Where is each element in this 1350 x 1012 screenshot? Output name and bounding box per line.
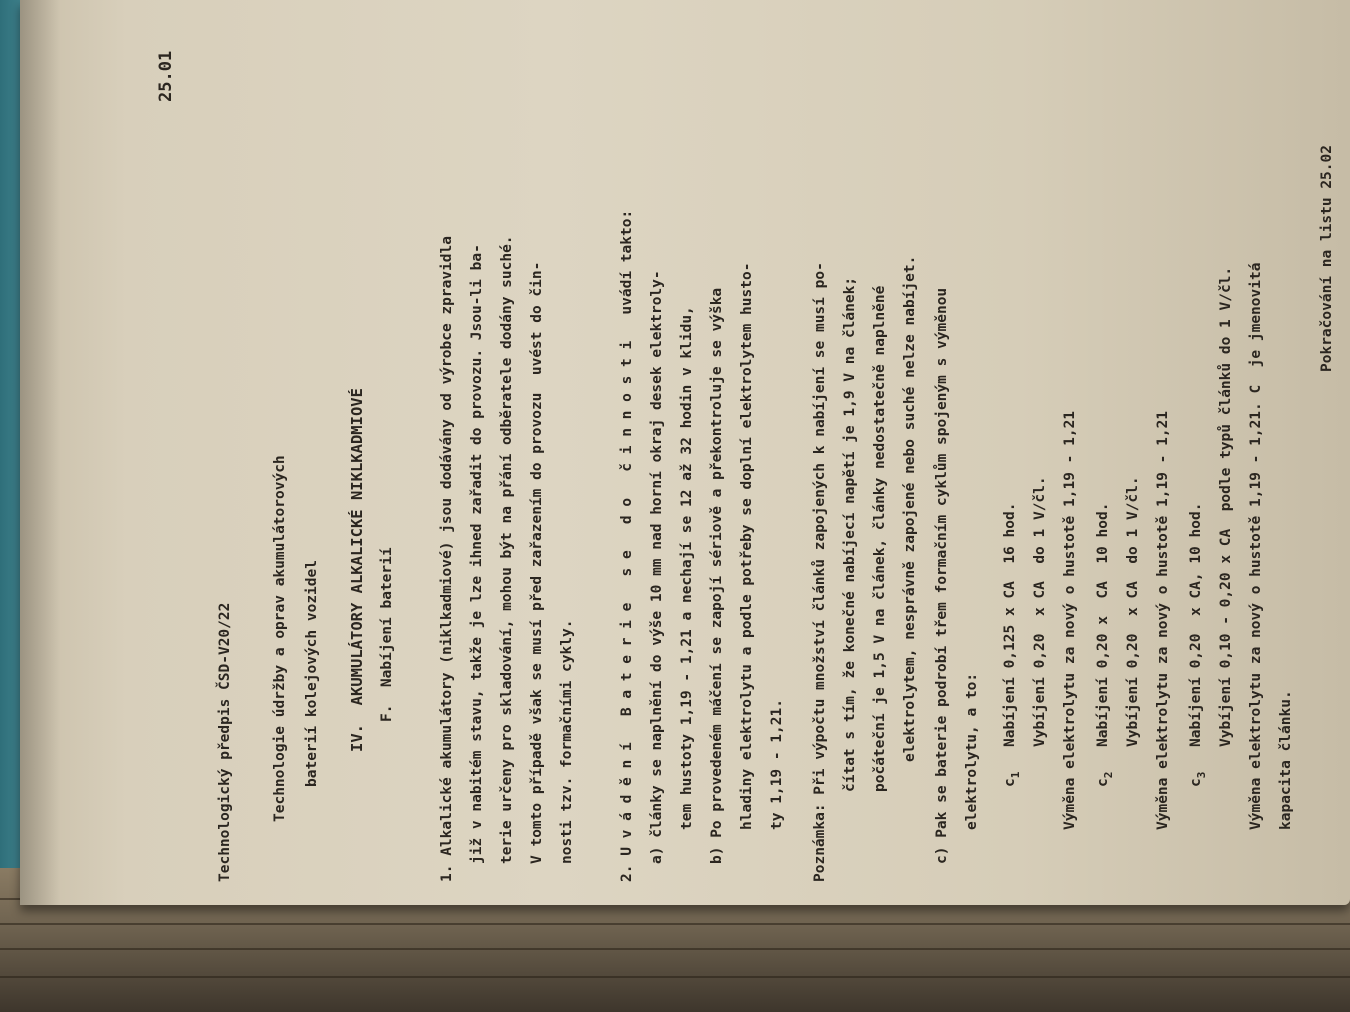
item-c-line: c) Pak se baterie podrobí třem formačním cyklům spojeným s výměnou (934, 287, 950, 864)
electrolyte-exchange: Výměna elektrolytu za nový o hustotě 1,19 - 1,21. C je jmenovitá (1248, 262, 1264, 830)
cycle-index: 2 (1102, 771, 1115, 779)
document-title: Technologie údržby a oprav akumulátorových (272, 455, 288, 822)
item-a-line: a) články se naplnění do výše 10 mm nad horní okraj desek elektroly- (649, 270, 665, 864)
cycle3-charge: Nabíjení 0,20 x CA, 10 hod. (1188, 502, 1204, 747)
binder-strip (0, 0, 20, 868)
item-b-line: ty 1,19 - 1,21. (769, 699, 785, 830)
cycle1-charge: Nabíjení 0,125 x CA 16 hod. (1002, 502, 1018, 747)
cycle-index: 3 (1195, 771, 1208, 779)
continuation-note: Pokračování na listu 25.02 (1319, 145, 1335, 372)
cycle-label (1188, 771, 1208, 787)
note-line: elektrolytem, nesprávně zapojené nebo suché nelze nabíjet. (902, 255, 918, 762)
cycle-letter: c (1188, 778, 1204, 787)
electrolyte-exchange: Výměna elektrolytu za nový o hustotě 1,19 - 1,21 (1155, 410, 1171, 830)
paper-edge (0, 976, 1350, 978)
item-a-line: tem hustoty 1,19 - 1,21 a nechají se 12 až 32 hodin v klidu, (679, 306, 695, 830)
chapter-heading: IV. AKUMULÁTORY ALKALICKÉ NIKLKADMIOVÉ (348, 388, 366, 752)
paper-edge (0, 948, 1350, 950)
para1-line: V tomto případě však se musí před zařazením do provozu uvést do čin- (529, 261, 545, 864)
cycle2-discharge: Vybíjení 0,20 x CA do 1 V/čl. (1125, 476, 1141, 747)
item-b-line: b) Po provedeném máčení se zapojí sériově a překontroluje se výška (709, 287, 725, 864)
sheet-shadow (20, 0, 60, 905)
paper-edge (0, 923, 1350, 925)
cycle-label (1095, 771, 1115, 787)
section-heading: F. Nabíjení baterií (379, 547, 395, 722)
item-c-line: elektrolytu, a to: (964, 672, 980, 830)
para1-line: terie určeny pro skladování, mohou být na přání odběratele dodány suché. (499, 235, 515, 864)
regulation-title: Technologický předpis ČSD-V20/22 (217, 602, 233, 882)
note-line: čítat s tím, že konečné nabíjecí napětí je 1,9 V na článek; (842, 276, 858, 792)
cycle3-discharge: Vybíjení 0,10 - 0,20 x CA podle typů článků do 1 V/čl. (1218, 266, 1234, 747)
para1-line: 1. Alkalické akumulátory (niklkadmiové) jsou dodávány od výrobce zpravidla (439, 235, 455, 882)
note-line: Poznámka: Při výpočtu množství článků zapojených k nabíjení se musí po- (812, 262, 828, 882)
cycle1-discharge: Vybíjení 0,20 x CA do 1 V/čl. (1032, 476, 1048, 747)
document-subtitle: baterií kolejových vozidel (304, 560, 320, 787)
cycle-index: 1 (1009, 771, 1022, 779)
note-line: počáteční je 1,5 V na článek, články nedostatečně naplněné (872, 285, 888, 792)
cycle-label (1002, 771, 1022, 787)
cycle2-charge: Nabíjení 0,20 x CA 10 hod. (1095, 502, 1111, 747)
cycle-letter: c (1002, 778, 1018, 787)
item-b-line: hladiny elektrolytu a podle potřeby se doplní elektrolytem husto- (739, 262, 755, 830)
page-number: 25.01 (156, 50, 176, 102)
electrolyte-exchange: Výměna elektrolytu za nový o hustotě 1,19 - 1,21 (1062, 410, 1078, 830)
para1-line: nosti tzv. formačními cykly. (559, 619, 575, 864)
capacity-note: kapacita článku. (1278, 690, 1294, 830)
cycle-letter: c (1095, 778, 1111, 787)
document-page (95, 22, 1335, 882)
para1-line: již v nabitém stavu, takže je lze ihned zařadit do provozu. Jsou-li ba- (469, 244, 485, 864)
para2-lead: 2. U v á d ě n í B a t e r i e s e d o č i n n o s t i uvádí takto: (619, 209, 635, 882)
